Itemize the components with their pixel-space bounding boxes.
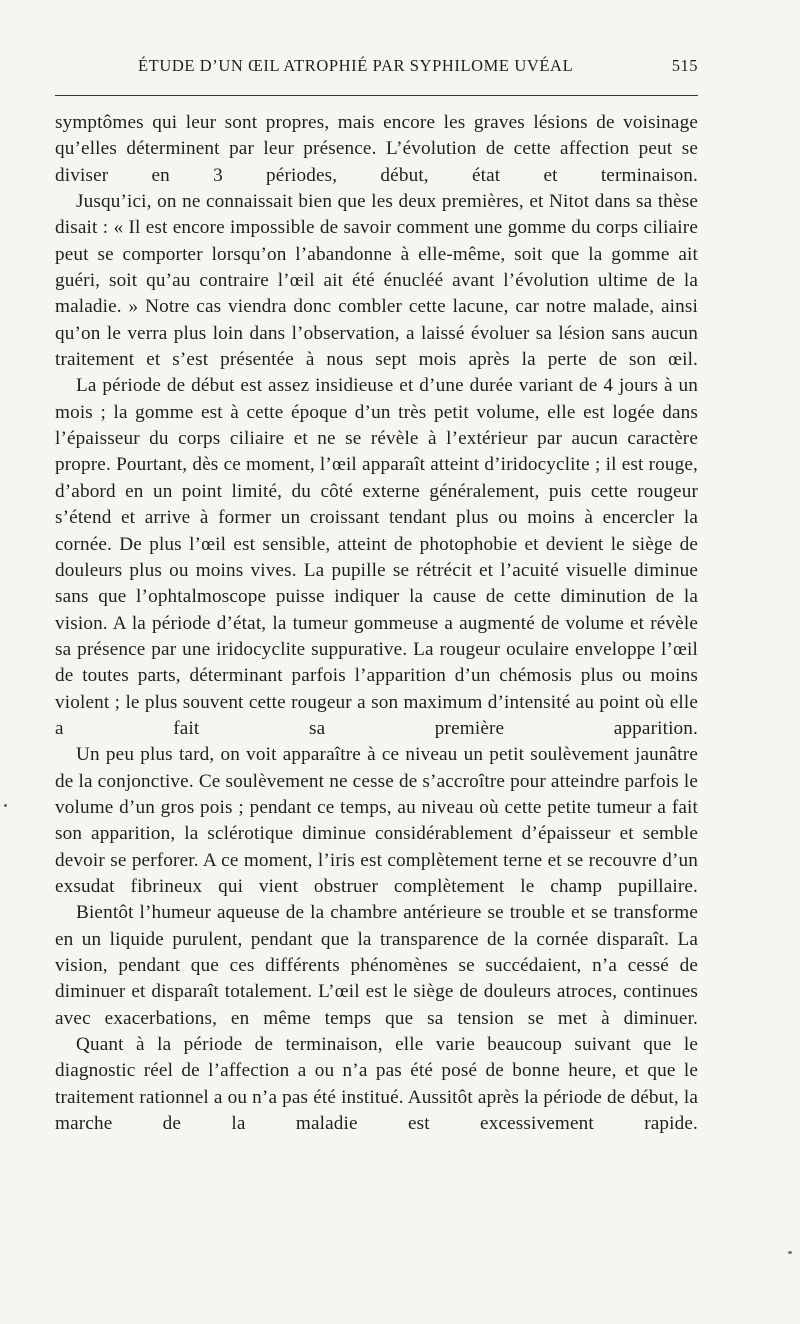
paragraph-5 — [55, 900, 698, 1032]
text-body — [55, 110, 698, 1137]
paragraph-text: Quant à la période de terminaison, elle varie beaucoup suivant que le diagnostic réel de l’affection a ou n’a pas été posé de bonne heure, et que le traitement rationnel a ou n’a pas été institué. Aussitôt après la période de début, la marche de la maladie est excessivement rapide. — [55, 1034, 698, 1135]
paragraph-text: La période de début est assez insidieuse et d’une durée variant de 4 jours à un mois ; la gomme est à cette époque d’un très petit volume, elle est logée dans l’épaisseur du corps ciliaire et ne se révèle à l’extérieur par aucun caractère propre. Pourtant, dès ce moment, l’œil apparaît atteint d’iridocyclite ; il est rouge, d’abord en un point limité, du côté externe généralement, puis cette rougeur s’étend et arrive à former un croissant tendant plus ou moins à encercler la cornée. De plus l’œil est sensible, atteint de photophobie et devient le siège de douleurs plus ou moins vives. La pupille se rétrécit et l’acuité visuelle diminue sans que l’ophtalmoscope puisse indiquer la cause de cette diminution de la vision. A la période d’état, la tumeur gommeuse a augmenté de volume et révèle sa présence par une iridocyclite suppurative. La rougeur oculaire enveloppe l’œil de toutes parts, déterminant parfois l’apparition d’un chémosis plus ou moins violent ; le plus souvent cette rougeur a son maximum d’intensité au point où elle a fait sa première apparition. — [55, 375, 698, 739]
paragraph-1 — [55, 110, 698, 189]
paragraph-text: symptômes qui leur sont propres, mais encore les graves lésions de voisinage qu’elles déterminent par leur présence. L’évolution de cette affection peut se diviser en 3 périodes, début, état et terminaison. — [55, 112, 698, 186]
paragraph-4 — [55, 742, 698, 900]
margin-speck — [4, 804, 7, 807]
margin-speck — [788, 1251, 792, 1254]
paragraph-3 — [55, 373, 698, 742]
page-number: 515 — [671, 56, 698, 75]
paragraph-text: Bientôt l’humeur aqueuse de la chambre antérieure se trouble et se transforme en un liquide purulent, pendant que la transparence de la cornée disparaît. La vision, pendant que ces différents phénomènes se succédaient, n’a cessé de diminuer et disparaît totalement. L’œil est le siège de douleurs atroces, continues avec exacerbations, en même temps que sa tension se met à diminuer. — [55, 902, 698, 1029]
paragraph-6 — [55, 1032, 698, 1137]
header-rule — [55, 95, 698, 96]
paragraph-text: Jusqu’ici, on ne connaissait bien que les deux premières, et Nitot dans sa thèse disait : « Il est encore impossible de savoir comment une gomme du corps ciliaire peut se comporter lorsqu’on l’abandonne à elle-même, soit que la gomme ait guéri, soit qu’au contraire l’œil ait été énucléé avant l’évolution ultime de la maladie. » Notre cas viendra donc combler cette lacune, car notre malade, ainsi qu’on le verra plus loin dans l’observation, a laissé évoluer sa lésion sans aucun traitement et s’est présentée à nous sept mois après la perte de son œil. — [55, 191, 698, 371]
paragraph-2 — [55, 189, 698, 373]
paragraph-text: Un peu plus tard, on voit apparaître à ce niveau un petit soulèvement jaunâtre de la conjonctive. Ce soulèvement ne cesse de s’accroître pour atteindre parfois le volume d’un gros pois ; pendant ce temps, au niveau où cette petite tumeur a fait son apparition, la sclérotique diminue considérablement d’épaisseur et semble devoir se perforer. A ce moment, l’iris est complètement terne et se recouvre d’un exsudat fibrineux qui vient obstruer complètement le champ pupillaire. — [55, 744, 698, 897]
page-header — [55, 54, 698, 82]
running-title: ÉTUDE D’UN ŒIL ATROPHIÉ PAR SYPHILOME UVÉAL — [138, 56, 574, 75]
